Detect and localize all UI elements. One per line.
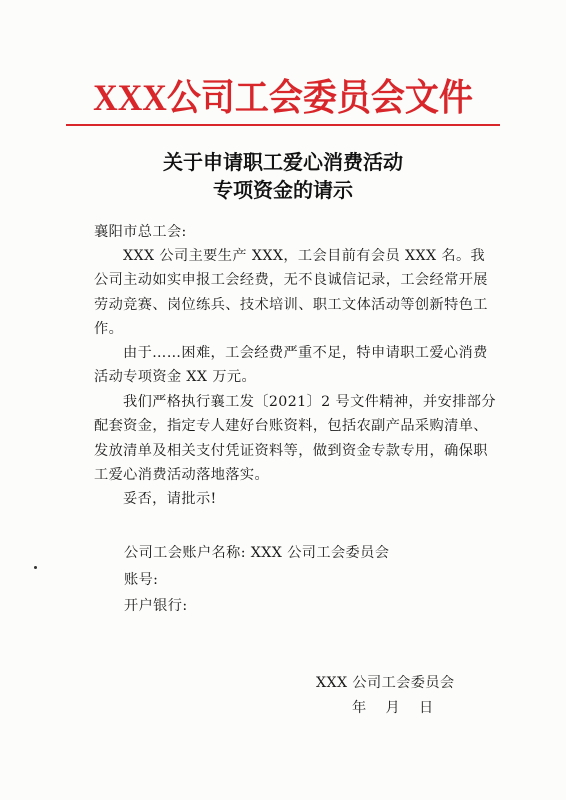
addressee: 襄阳市总工会: xyxy=(94,224,187,240)
paragraph-1: XXX 公司主要生产 XXX，工会目前有会员 XXX 名。我公司主动如实申报工会经费，无不良诚信记录，工会经常开展劳动竞赛、岗位练兵、技术培训、职工文体活动等创新特色工作。 xyxy=(94,248,488,337)
signature-date: 年 月 日 xyxy=(352,700,434,716)
document-header: XXX公司工会委员会文件 xyxy=(93,78,473,119)
account-name: 公司工会账户名称: XXX 公司工会委员会 xyxy=(124,545,390,561)
account-number: 账号: xyxy=(124,572,159,588)
header-divider xyxy=(66,124,500,126)
paragraph-4: 妥否，请批示! xyxy=(123,491,217,507)
scan-speck xyxy=(34,566,37,569)
document-title-line2: 专项资金的请示 xyxy=(213,178,353,202)
paragraph-2: 由于……困难，工会经费严重不足，特申请职工爱心消费活动专项资金 XX 万元。 xyxy=(94,345,488,386)
bank-name: 开户银行: xyxy=(124,598,188,614)
signature-organization: XXX 公司工会委员会 xyxy=(316,675,455,691)
paragraph-3: 我们严格执行襄工发〔2021〕2 号文件精神，并安排部分配套资金，指定专人建好台账资料，包括农副产品采购清单、发放清单及相关支付凭证资料等，做到资金专款专用，确保职工爱心消费活动落地落实。 xyxy=(94,394,496,483)
document-title-line1: 关于申请职工爱心消费活动 xyxy=(163,150,403,174)
